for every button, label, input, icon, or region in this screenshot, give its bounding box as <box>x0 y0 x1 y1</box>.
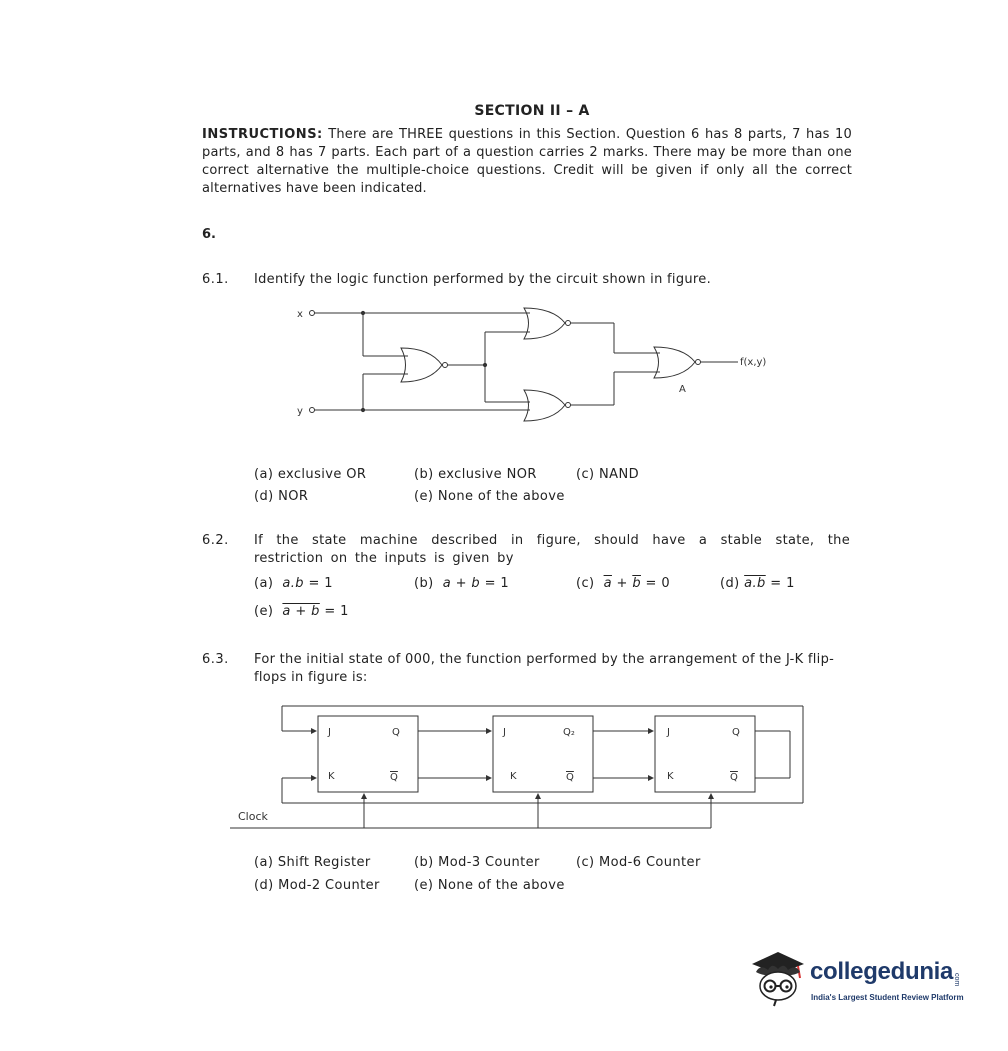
instructions-text: There are THREE questions in this Section. Question 6 has 8 parts, 7 has 10 parts, and 8 has 7 parts. Each part of a question carries 2 marks. There may be more than one correct alternative the multiple-choice questions. Credit will be given if only all the correct alternatives have been indicated. <box>202 127 852 196</box>
ff2-q-label: Q₂ <box>563 727 575 738</box>
q62-option-d <box>720 576 795 591</box>
ff1-j-label: J <box>328 727 331 738</box>
q62-number: 6.2. <box>202 533 229 548</box>
q62-option-c <box>576 576 670 591</box>
q61-option-b: (b) exclusive NOR <box>414 467 537 482</box>
logo-wordmark <box>810 958 960 986</box>
ff2-k-label: K <box>510 771 517 782</box>
output-label: f(x,y) <box>740 357 767 368</box>
q62-option-a-suffix: = 1 <box>303 576 333 591</box>
q63-jk-flipflop-figure <box>230 700 810 840</box>
q63-option-e: (e) None of the above <box>414 878 565 893</box>
q61-option-e: (e) None of the above <box>414 489 565 504</box>
logo-word: collegedunia <box>810 958 954 985</box>
q63-option-b: (b) Mod-3 Counter <box>414 855 540 870</box>
ff3-q-label: Q <box>732 727 740 738</box>
q61-option-c: (c) NAND <box>576 467 639 482</box>
q63-option-a: (a) Shift Register <box>254 855 371 870</box>
instructions-label: INSTRUCTIONS: <box>202 127 323 142</box>
collegedunia-mascot-icon <box>746 942 810 1008</box>
ff2-j-label: J <box>503 727 506 738</box>
gate-a-label: A <box>679 384 686 395</box>
q62-option-a-expr: a.b <box>282 576 304 591</box>
q62-option-d-prefix: (d) <box>720 576 740 591</box>
ff1-k-label: K <box>328 771 335 782</box>
q62-option-e <box>254 604 349 619</box>
logo-tagline: India's Largest Student Review Platform <box>811 993 964 1002</box>
ff2-qbar-label: Q <box>566 772 574 783</box>
q63-option-d: (d) Mod-2 Counter <box>254 878 380 893</box>
ff3-j-label: J <box>667 727 670 738</box>
instructions-paragraph <box>202 126 852 198</box>
q61-option-a: (a) exclusive OR <box>254 467 367 482</box>
ff3-k-label: K <box>667 771 674 782</box>
q63-option-c: (c) Mod-6 Counter <box>576 855 701 870</box>
q62-option-d-suffix: = 1 <box>765 576 795 591</box>
q62-option-b-expr: a + b <box>442 576 481 591</box>
q62-option-a <box>254 576 333 591</box>
q62-option-e-suffix: = 1 <box>319 604 349 619</box>
clock-label: Clock <box>238 810 268 823</box>
section-title: SECTION II – A <box>474 103 590 119</box>
q63-text: For the initial state of 000, the function performed by the arrangement of the J-K flip-flops in figure is: <box>254 652 835 685</box>
input-x-label: x <box>297 309 303 320</box>
q62-option-c-suffix: = 0 <box>640 576 670 591</box>
q62-option-c-a: $\overline{a}$ <box>603 576 612 591</box>
ff1-qbar-label: Q <box>390 772 398 783</box>
q61-option-d: (d) NOR <box>254 489 309 504</box>
q62-option-a-prefix: (a) <box>254 576 274 591</box>
q61-text: Identify the logic function performed by the circuit shown in figure. <box>254 272 712 287</box>
logo-suffix: com <box>953 972 961 986</box>
q62-option-c-b: $\overline{b}$ <box>632 576 641 591</box>
q62-option-c-prefix: (c) <box>576 576 595 591</box>
q62-option-b-prefix: (b) <box>414 576 434 591</box>
q61-logic-circuit-figure <box>280 298 800 428</box>
q62-text: If the state machine described in figure, should have a stable state, the restriction on the inputs is given by <box>254 533 850 566</box>
q62-option-b <box>414 576 509 591</box>
input-y-label: y <box>297 406 303 417</box>
q62-option-e-expr: a + b <box>282 604 320 619</box>
question-number: 6. <box>202 227 216 242</box>
ff3-qbar-label: Q <box>730 772 738 783</box>
ff1-q-label: Q <box>392 727 400 738</box>
q62-option-d-expr: a.b <box>744 576 766 591</box>
q63-number: 6.3. <box>202 652 229 667</box>
q61-number: 6.1. <box>202 272 229 287</box>
q62-option-c-plus: + <box>611 576 633 591</box>
q62-option-b-suffix: = 1 <box>480 576 510 591</box>
q62-option-e-prefix: (e) <box>254 604 274 619</box>
